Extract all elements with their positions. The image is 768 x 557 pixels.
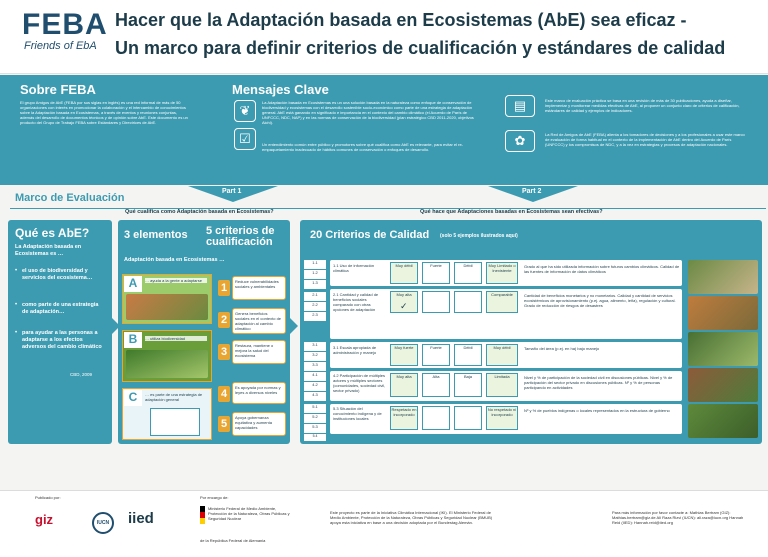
iucn-logo: IUCN [92, 512, 114, 534]
photo-people [126, 294, 208, 320]
publicado-label: Publicado por: [35, 495, 61, 500]
contacto-text: Para más información por favor contacte a: Mathias Bertram (GIZ): Mathias.bertram@giz.de Ali Raza Rizvi (IUCN): ali.raza@iucn.org Hannah Reid (IIED): Hannah.reid@iied.org [612, 510, 744, 525]
side-number-column: 1.1 1.2 1.3 2.1 2.2 2.3 3.1 3.2 3.3 4.1 4.2 4.3 5.1 5.2 5.3 5.4 [304, 260, 328, 440]
mensaje-3-text: Este marco de evaluación práctica se basa en una revisión de más de 30 publicaciones, ayuda a diseñar, implementar y monitorear medidas efectivas de AbE, al proponer un conjunto claro de criterios de calificación, estándares de calidad y ejemplos de indicadores. [545, 98, 740, 113]
documents-icon: ▤ [505, 95, 535, 117]
criterion-4-text: Es apoyada por normas y leyes a diversos niveles [232, 382, 286, 404]
photo-field [688, 260, 758, 294]
photo-forest [126, 350, 208, 378]
criterion-2-number: 2 [218, 312, 230, 328]
mensaje-2-text: Un entendimiento común entre público y promotores sobre qué cualifica como AbE es relevante, para evitar el re-empaquetamiento inadecuado de hábitos comunes de conservación o enfoques de desarrollo. [262, 142, 463, 152]
criterion-5-text: Apoya gobernanza equitativa y aumenta capacidades [232, 412, 286, 436]
criterion-5-number: 5 [218, 416, 230, 432]
elementos-title: 3 elementos [124, 229, 188, 241]
photo-meeting [688, 368, 758, 402]
divider [10, 208, 766, 209]
criteria-column [212, 272, 288, 442]
que-es-intro: La Adaptación basada en Ecosistemas es … [15, 244, 82, 257]
photo-forest-2 [688, 404, 758, 438]
checklist-icon: ☑ [234, 128, 256, 150]
calidad-title: 20 Criterios de Calidad [310, 229, 430, 241]
criterion-3-text: Restaura, mantiene o mejora la salud del ecosistema [232, 340, 286, 364]
sobre-feba-text: El grupo Amigos de AbE (FEBA por sus siglas en inglés) es una red informal de más de 50 organizaciones con interés en promocionar la colaboración y el intercambio de conocimientos sobre la Adaptación basada en Ecosistemas, a través de eventos y reuniones conjuntas, además del desarrollo de documentos técnicos y de opinión sobre AbE. Este documento es un producto del Grupo de Trabajo FEBA sobre Estándares y Directrices de AbE. [20, 100, 188, 125]
part1-label: Part 1 [222, 188, 242, 195]
quality-row-1: 1.1 Uso de información climática Muy débil Fuerte Débil Muy Limitado o Inexistente Grado al que ha sido utilizada información sobre futuros cambios climáticos. Calidad de las fuentes de información de datos climáticos [330, 260, 682, 286]
que-es-bullet-1: el uso de biodiversidad y servicios del ecosistema… [22, 268, 93, 281]
criterion-4-number: 4 [218, 386, 230, 402]
leaf-icon: ❦ [234, 100, 256, 122]
quality-row-4: 4.2 Participación de múltiples actores y múltiples sectores (comunidades, sociedad civil, sector privado) Muy alta Alta Baja Limitada Nivel y % de participación de la sociedad civil en discusiones públicas. Nivel y % de participación del sector privado en discusiones públicas. Nº y % de personas participando en actividades [330, 371, 682, 401]
mensajes-clave-title: Mensajes Clave [232, 82, 329, 97]
part2-label: Part 2 [522, 188, 542, 195]
element-b-letter: B [124, 332, 142, 348]
mensaje-1-text: La Adaptación basada en Ecosistemas es un una solución basada en la naturaleza como enfoque de conservación de biodiversidad y ecosistemas con el desarrollo sostenible socio-económico como parte de una estrategia de adaptación general. AbE está ganando en significado e importancia en el contexto del cambio climático (el Acuerdo de París de UNFCCC, NDC, NAP) y en las normas de conservación de la biodiversidad (plan estratégico CBD 2011-2020, objetivos Aichi). [262, 100, 474, 125]
criterion-1-number: 1 [218, 280, 230, 296]
marco-title: Marco de Evaluación [15, 192, 125, 204]
strategy-diagram [150, 408, 200, 436]
check-mark-icon: ✓ [400, 301, 408, 311]
german-flag [200, 506, 205, 524]
iied-logo: iied [128, 510, 154, 527]
que-es-bullet-3: para ayudar a las personas a adaptarse a los efectos adversos del cambio climático [22, 330, 102, 350]
que-es-title: Qué es AbE? [15, 226, 90, 240]
criterion-1-text: Reduce vulnerabilidades sociales y ambientales [232, 276, 286, 300]
quality-row-5: 5.3 Situación del conocimiento indígena y de instituciones locales Respetado en incorporado No respetado ni incorporado Nº y % de pueblos indígenas o locales representados en la estructura de gobierno [330, 404, 682, 434]
encargo-label: Por encargo de: [200, 495, 229, 500]
photo-landscape [688, 332, 758, 366]
criterion-2-text: Genera beneficios sociales en el contexto de adaptación al cambio climático [232, 308, 286, 334]
que-es-bullet-2: como parte de una estrategia de adaptación… [22, 302, 99, 315]
giz-logo: giz [35, 512, 54, 527]
mensaje-4-text: La Red de Amigos de AbE (FEBA) alienta a los tomadores de decisiones y a los profesionales a usar este marco de evaluación de forma habitual en el contexto de la implementación de AbE dentro del Acuerdo de París (UNFCCC) y los compromisos de NDC, y a la vez en estrategias y procesos de adaptación nacionales. [545, 132, 745, 147]
sobre-feba-title: Sobre FEBA [20, 82, 96, 97]
ministerio-text: Ministerio Federal de Medio Ambiente, Protección de la Naturaleza, Obras Públicas y Seguridad Nuclear [208, 506, 290, 521]
key-info-band [0, 75, 768, 185]
photo-community [688, 296, 758, 330]
feba-logo-subtitle: Friends of EbA [24, 40, 97, 52]
proyecto-text: Este proyecto es parte de la Iniciativa Climática Internacional (IKI). El Ministerio Federal de Medio Ambiente, Protección de la Naturaleza, Obras Públicas y Seguridad Nuclear (BMUB) apoya esta iniciativa en base a una decisión adoptada por el Bundestag Alemán. [330, 510, 493, 525]
element-b-text: … utiliza biodiversidad [145, 336, 207, 341]
criterios-cualificacion-title: 5 criterios de cualificación [206, 225, 275, 248]
republica-text: de la República Federal de Alemania [200, 538, 266, 543]
quality-row-3: 3.1 Escala apropiada de administración y manejo Muy fuerte Fuerte Débil Muy débil Tamaño del área (p.ej. en ha) bajo manejo [330, 342, 682, 368]
arrow-right-2 [290, 318, 298, 334]
quality-row-2: 2.1 Cantidad y calidad de beneficios sociales comparado con otras opciones de adaptación Muy alta ✓ Comparable Cantidad de beneficios monetarios y no monetarios. Calidad y cantidad de servicios ecosistémicos de aprovisionamiento (p.ej. agua, alimento, leña), regulación y cultural. Grado de reducción de riesgos de desastres [330, 289, 682, 339]
feba-logo: FEBA [22, 8, 108, 41]
elementos-subtitle: Adaptación basada en Ecosistemas … [124, 257, 225, 263]
page-title-line1: Hacer que la Adaptación basada en Ecosistemas (AbE) sea eficaz - [115, 10, 687, 30]
question-2: Qué hace que Adaptaciones basadas en Ecosistemas sean efectivas? [420, 209, 603, 215]
page-title-line2: Un marco para definir criterios de cualificación y estándares de calidad [115, 38, 726, 58]
question-1: Qué cualifica como Adaptación basada en Ecosistemas? [125, 209, 274, 215]
criterion-3-number: 3 [218, 344, 230, 360]
element-a-text: … ayuda a la gente a adaptarse [145, 278, 207, 283]
element-c-letter: C [124, 390, 142, 406]
que-es-source: CBD, 2009 [70, 372, 93, 377]
calidad-subtitle: (solo 5 ejemplos ilustrados aquí) [440, 233, 518, 239]
plant-hand-icon: ✿ [505, 130, 535, 152]
element-c-text: … es parte de una estrategia de adaptación general [145, 392, 203, 402]
element-a-letter: A [124, 276, 142, 292]
